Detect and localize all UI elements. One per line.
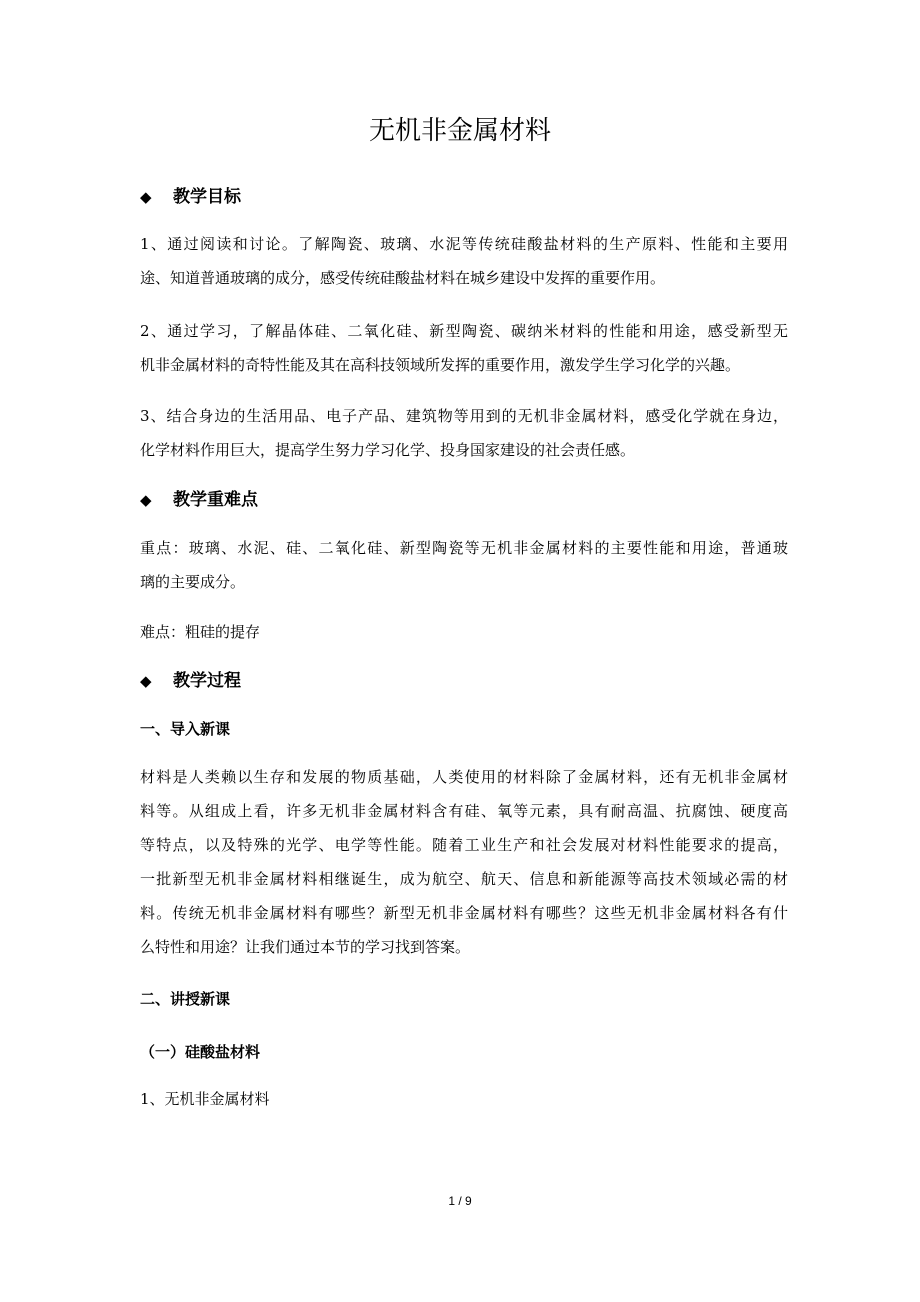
paragraph-line: 一批新型无机非金属材料相继诞生，成为航空、航天、信息和新能源等高技术领域必需的材: [140, 870, 788, 888]
intro-paragraph: [140, 766, 788, 970]
section-heading-text: 教学过程: [173, 671, 241, 691]
paragraph-line: 机非金属材料的奇特性能及其在高科技领域所发挥的重要作用，激发学生学习化学的兴趣。: [140, 356, 741, 374]
section-heading-process: [140, 669, 241, 693]
paragraph-line: 璃的主要成分。: [140, 573, 246, 591]
paragraph-line: 材料是人类赖以生存和发展的物质基础，人类使用的材料除了金属材料，还有无机非金属材: [140, 768, 788, 786]
difficulty-paragraph: [140, 621, 788, 655]
section-heading-text: 教学重难点: [173, 490, 258, 510]
objective-paragraph-2: [140, 320, 788, 388]
paragraph-line: 重点：玻璃、水泥、硅、二氧化硅、新型陶瓷等无机非金属材料的主要性能和用途，普通玻: [140, 539, 788, 557]
section-heading-text: 教学目标: [173, 187, 241, 207]
paragraph-line: 1、通过阅读和讨论。了解陶瓷、玻璃、水泥等传统硅酸盐材料的生产原料、性能和主要用: [140, 235, 788, 253]
paragraph-line: 料等。从组成上看，许多无机非金属材料含有硅、氧等元素，具有耐高温、抗腐蚀、硬度高: [140, 802, 788, 820]
paragraph-line: 么特性和用途？让我们通过本节的学习找到答案。: [140, 938, 471, 956]
item-1-paragraph: [140, 1088, 788, 1122]
teach-heading: 二、讲授新课: [140, 990, 231, 1008]
objective-paragraph-1: [140, 233, 788, 301]
paragraph-line: 难点：粗硅的提存: [140, 623, 261, 641]
paragraph-line: 途、知道普通玻璃的成分，感受传统硅酸盐材料在城乡建设中发挥的重要作用。: [140, 269, 666, 287]
document-title: 无机非金属材料: [368, 116, 551, 146]
silicate-heading: （一）硅酸盐材料: [140, 1043, 261, 1061]
diamond-bullet-icon: ◆: [140, 672, 152, 690]
section-heading-objectives: [140, 185, 241, 209]
diamond-bullet-icon: ◆: [140, 188, 152, 206]
paragraph-line: 化学材料作用巨大，提高学生努力学习化学、投身国家建设的社会责任感。: [140, 441, 636, 459]
paragraph-line: 料。传统无机非金属材料有哪些？新型无机非金属材料有哪些？这些无机非金属材料各有什: [140, 904, 788, 922]
paragraph-line: 1、无机非金属材料: [140, 1090, 270, 1108]
intro-heading: 一、导入新课: [140, 720, 231, 738]
paragraph-line: 2、通过学习，了解晶体硅、二氧化硅、新型陶瓷、碳纳米材料的性能和用途，感受新型无: [140, 322, 788, 340]
section-heading-keypoints: [140, 488, 258, 512]
page-number: 1 / 9: [448, 1194, 472, 1208]
objective-paragraph-3: [140, 405, 788, 473]
diamond-bullet-icon: ◆: [140, 491, 152, 509]
paragraph-line: 3、结合身边的生活用品、电子产品、建筑物等用到的无机非金属材料，感受化学就在身边，: [140, 407, 788, 425]
paragraph-line: 等特点，以及特殊的光学、电学等性能。随着工业生产和社会发展对材料性能要求的提高，: [140, 836, 788, 854]
focus-paragraph: [140, 537, 788, 605]
